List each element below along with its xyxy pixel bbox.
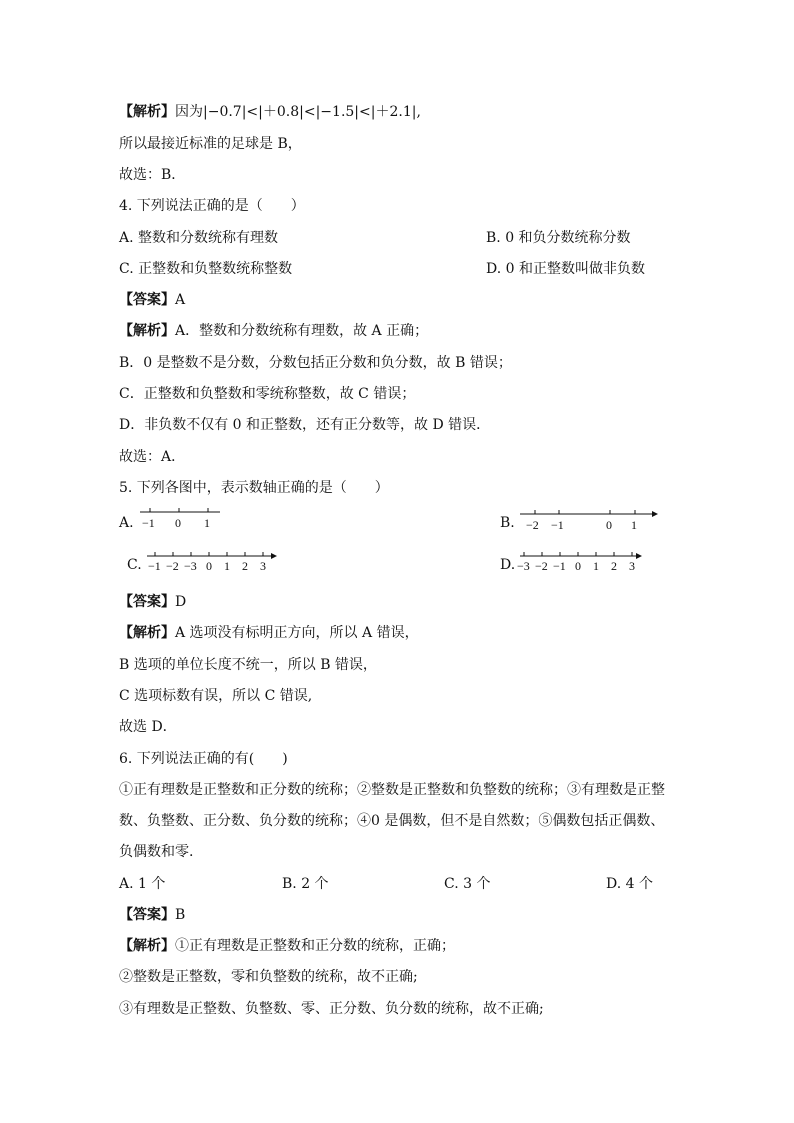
tick-label: −1 xyxy=(551,518,564,532)
q6-solution-2: ②整数是正整数，零和负整数的统称，故不正确; xyxy=(119,969,418,985)
q5-solution-1 xyxy=(119,623,419,643)
q5-option-d-label: D. xyxy=(500,557,516,573)
solution-text: A．整数和分数统称有理数，故 A 正确； xyxy=(175,323,429,339)
solution-text: A 选项没有标明正方向，所以 A 错误， xyxy=(175,625,419,641)
number-line-d xyxy=(518,548,648,574)
q4-solution-2: B．0 是整数不是分数，分数包括正分数和负分数，故 B 错误； xyxy=(119,355,512,371)
tick-label: 0 xyxy=(606,518,612,532)
q4-answer xyxy=(119,290,185,310)
solution-line-1 xyxy=(119,102,421,122)
solution-tag: 【解析】 xyxy=(119,625,175,641)
tick-label: 3 xyxy=(260,559,266,573)
q4-solution-4: D．非负数不仅有 0 和正整数，还有正分数等，故 D 错误． xyxy=(119,417,491,433)
q5-option-b-label: B. xyxy=(500,515,515,531)
q4-solution-3: C．正整数和负整数和零统称整数，故 C 错误； xyxy=(119,386,416,402)
q4-option-a: A. 整数和分数统称有理数 xyxy=(119,230,279,246)
answer-value: B xyxy=(175,907,186,923)
tick-label: 1 xyxy=(631,518,637,532)
q6-option-d: D. 4 个 xyxy=(606,876,653,892)
q4-solution-5: 故选：A． xyxy=(119,449,186,465)
tick-label: 2 xyxy=(242,559,248,573)
number-line-b xyxy=(518,505,658,531)
answer-value: D xyxy=(175,594,187,610)
q6-solution-1 xyxy=(119,936,455,956)
q6-body-3: 负偶数和零. xyxy=(119,844,194,860)
tick-label: −1 xyxy=(553,559,566,573)
tick-label: 2 xyxy=(611,559,617,573)
answer-value: A xyxy=(175,292,186,308)
question-5-stem: 5. 下列各图中，表示数轴正确的是（ ） xyxy=(119,480,389,496)
q5-solution-4: 故选 D． xyxy=(119,719,177,735)
q5-solution-3: C 选项标数有误，所以 C 错误, xyxy=(119,688,313,704)
q6-solution-3: ③有理数是正整数、负整数、零、正分数、负分数的统称，故不正确; xyxy=(119,1001,544,1017)
tick-label: 1 xyxy=(224,559,230,573)
tick-label: −1 xyxy=(142,516,155,530)
q6-option-a: A. 1 个 xyxy=(119,876,166,892)
solution-line-2: 所以最接近标准的足球是 B， xyxy=(119,136,302,152)
q6-answer xyxy=(119,905,185,925)
tick-label: −2 xyxy=(535,559,548,573)
number-line-a xyxy=(138,505,228,531)
tick-label: −1 xyxy=(148,559,161,573)
q6-option-b: B. 2 个 xyxy=(282,876,329,892)
solution-tag: 【解析】 xyxy=(119,938,175,954)
q5-option-a-label: A. xyxy=(119,515,134,531)
question-4-stem: 4. 下列说法正确的是（ ） xyxy=(119,198,305,214)
tick-label: 1 xyxy=(204,516,210,530)
tick-label: 1 xyxy=(593,559,599,573)
q4-option-d: D. 0 和正整数叫做非负数 xyxy=(486,261,645,277)
tick-label: 0 xyxy=(175,516,181,530)
tick-label: −3 xyxy=(184,559,197,573)
answer-tag: 【答案】 xyxy=(119,907,175,923)
q6-option-c: C. 3 个 xyxy=(444,876,491,892)
solution-text: 因为|−0.7|<|＋0.8|<|−1.5|<|＋2.1|, xyxy=(175,104,421,120)
q6-body-2: 数、负整数、正分数、负分数的统称；④0 是偶数，但不是自然数；⑤偶数包括正偶数、 xyxy=(119,813,665,829)
tick-label: 0 xyxy=(575,559,581,573)
tick-label: −2 xyxy=(526,518,539,532)
q5-solution-2: B 选项的单位长度不统一，所以 B 错误， xyxy=(119,657,377,673)
solution-tag: 【解析】 xyxy=(119,104,175,120)
q4-option-b: B. 0 和负分数统称分数 xyxy=(486,230,631,246)
q5-option-c-label: C. xyxy=(127,557,142,573)
question-6-stem: 6. 下列说法正确的有( ) xyxy=(119,751,288,767)
answer-tag: 【答案】 xyxy=(119,594,175,610)
q5-answer xyxy=(119,592,186,612)
answer-tag: 【答案】 xyxy=(119,292,175,308)
q6-body-1: ①正有理数是正整数和正分数的统称；②整数是正整数和负整数的统称；③有理数是正整 xyxy=(119,782,665,798)
tick-label: 3 xyxy=(629,559,635,573)
q4-solution-1 xyxy=(119,321,428,341)
tick-label: −3 xyxy=(517,559,530,573)
solution-text: ①正有理数是正整数和正分数的统称，正确； xyxy=(175,938,455,954)
number-line-c xyxy=(145,548,280,574)
tick-label: 0 xyxy=(206,559,212,573)
tick-label: −2 xyxy=(166,559,179,573)
q4-option-c: C. 正整数和负整数统称整数 xyxy=(119,261,293,277)
solution-tag: 【解析】 xyxy=(119,323,175,339)
solution-line-3: 故选：B． xyxy=(119,167,186,183)
